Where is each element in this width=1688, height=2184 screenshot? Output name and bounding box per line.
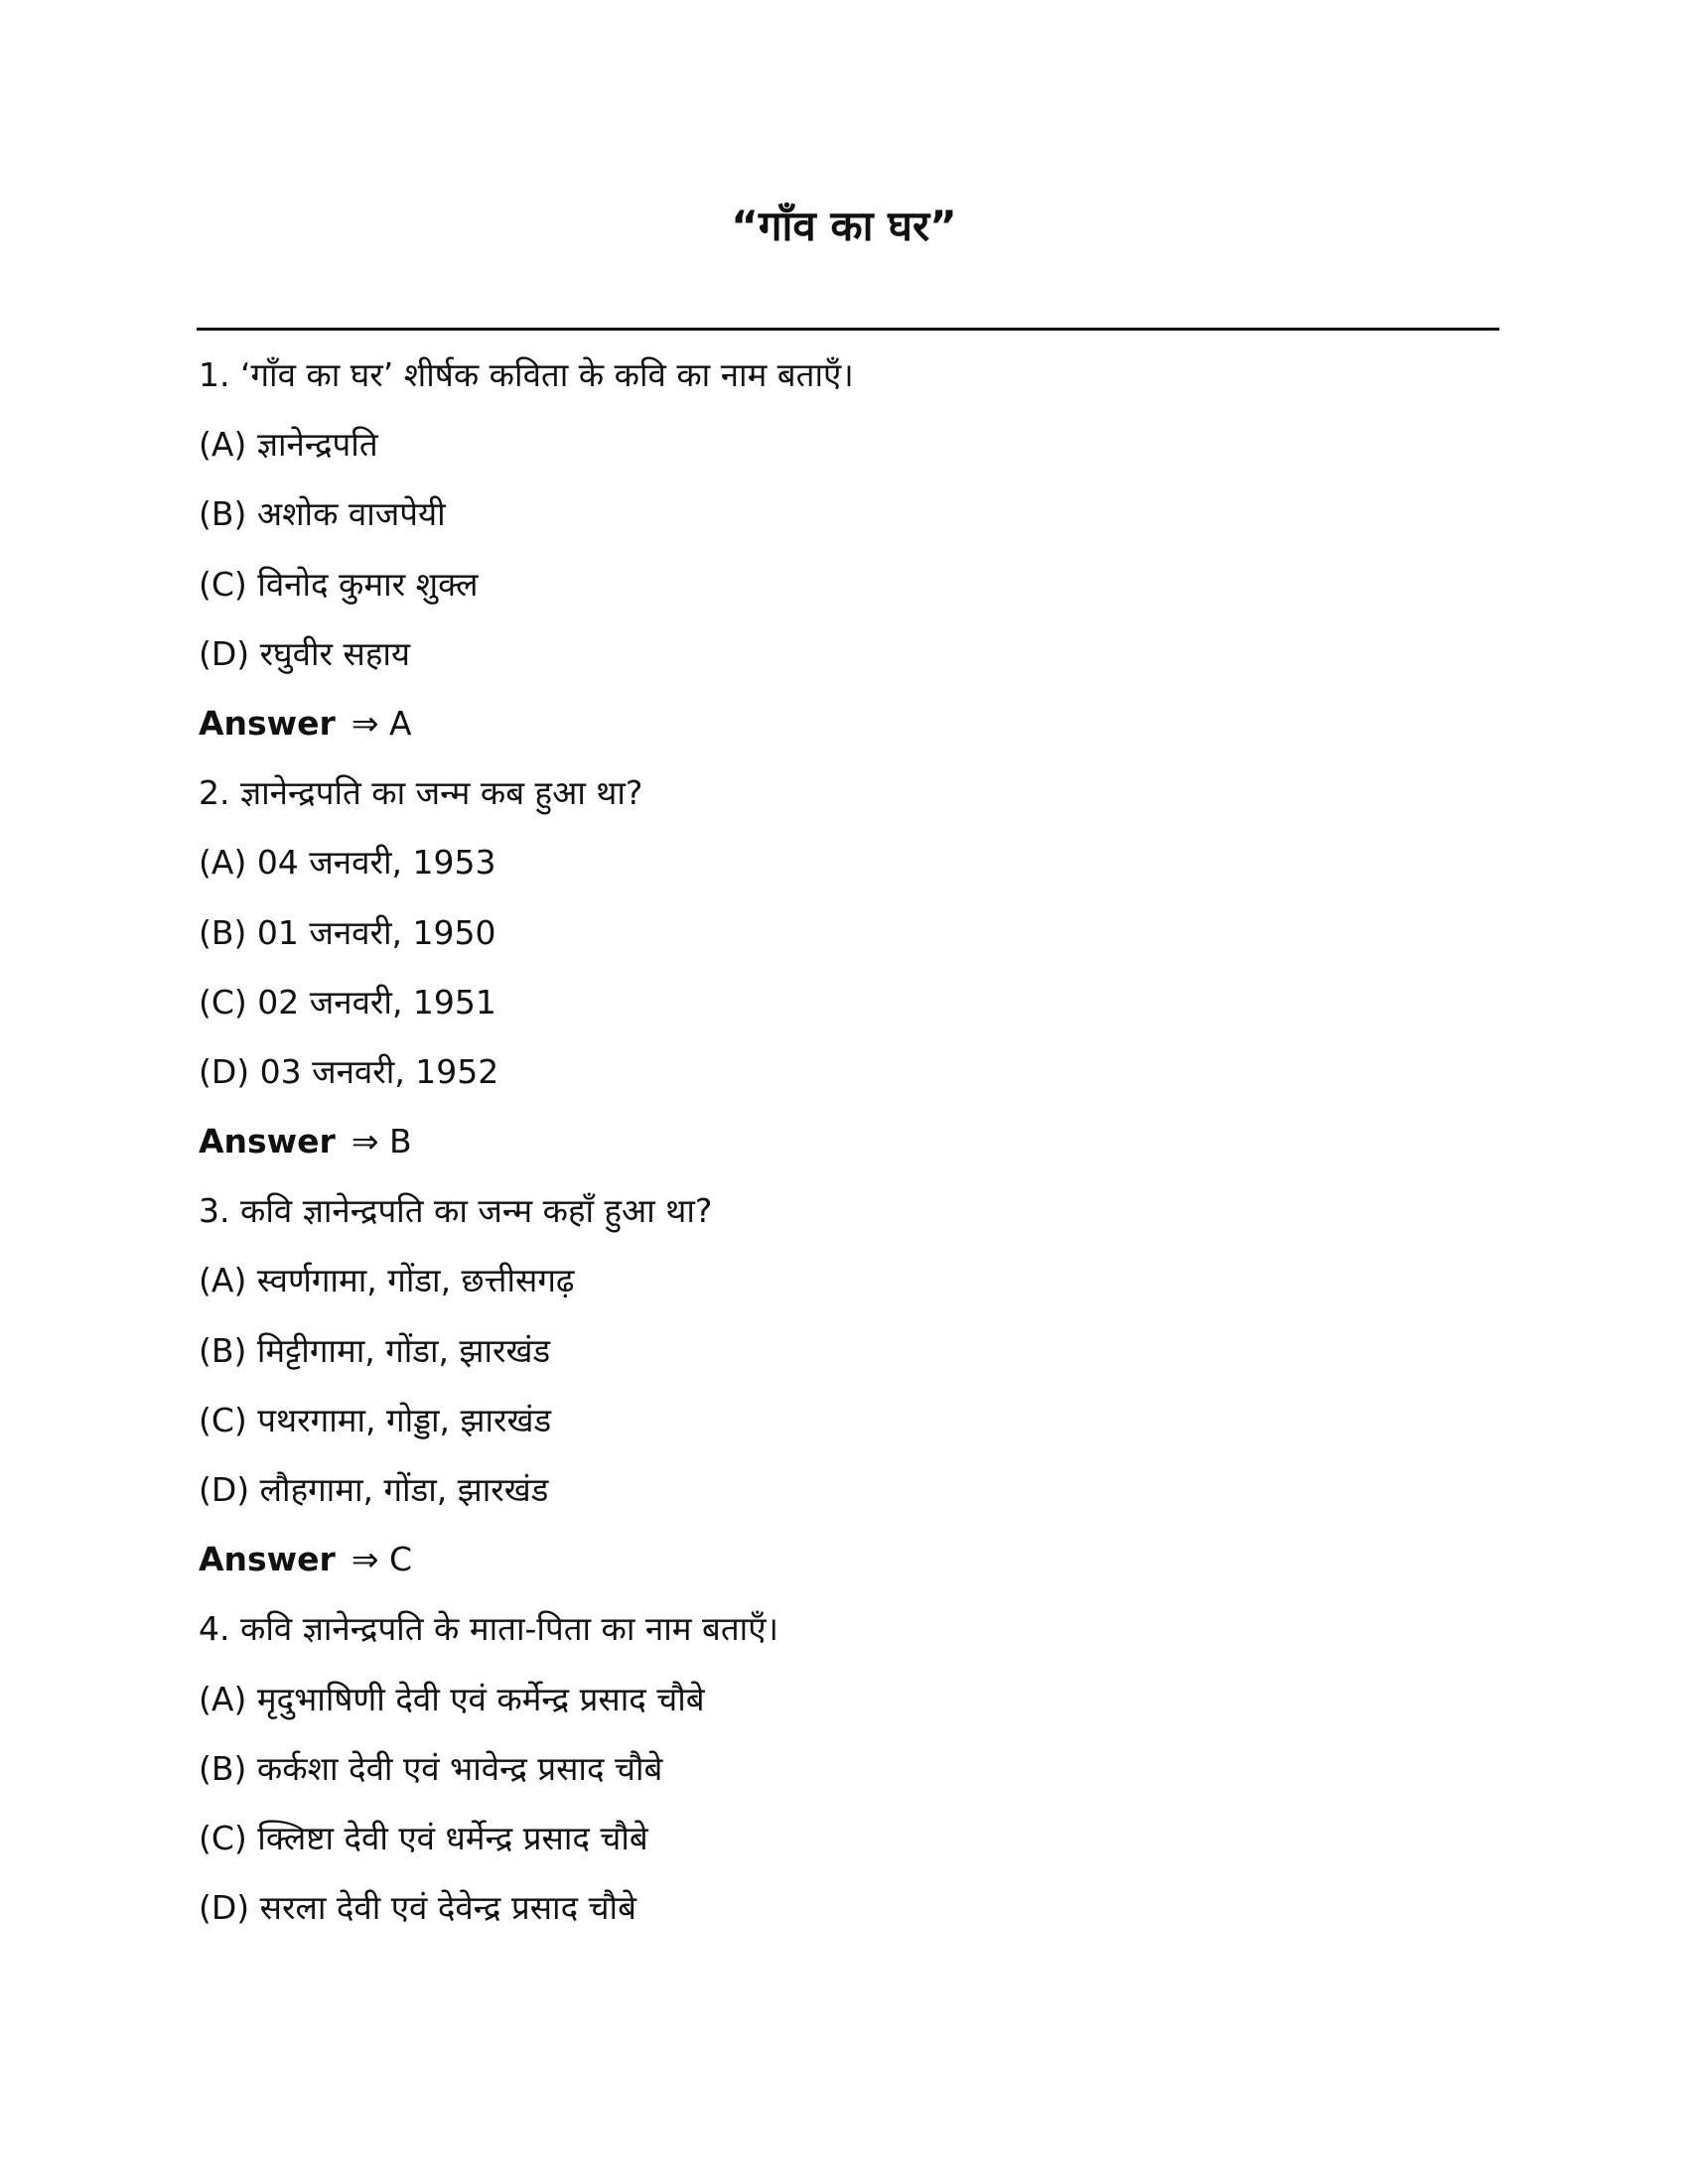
option-b: (B) कर्कशा देवी एवं भावेन्द्र प्रसाद चौबे xyxy=(199,1748,663,1788)
option-a: (A) स्वर्णगामा, गोंडा, छत्तीसगढ़ xyxy=(199,1261,575,1300)
option-d: (D) सरला देवी एवं देवेन्द्र प्रसाद चौबे xyxy=(199,1888,636,1928)
arrow-icon: ⇒ xyxy=(351,703,379,743)
option-d: (D) 03 जनवरी, 1952 xyxy=(199,1051,499,1091)
answer-value: A xyxy=(388,703,412,743)
title-divider xyxy=(197,328,1499,331)
answer-value: C xyxy=(388,1540,413,1579)
option-c: (C) विनोद कुमार शुक्ल xyxy=(199,564,479,604)
question-text: 1. ‘गाँव का घर’ शीर्षक कविता के कवि का नाम बताएँ। xyxy=(199,355,854,394)
option-d: (D) रघुवीर सहाय xyxy=(199,633,411,673)
arrow-icon: ⇒ xyxy=(351,1540,379,1579)
option-b: (B) 01 जनवरी, 1950 xyxy=(199,912,496,952)
option-a: (A) 04 जनवरी, 1953 xyxy=(199,843,496,883)
option-a: (A) ज्ञानेन्द्रपति xyxy=(199,425,378,465)
answer-label: Answer xyxy=(199,1122,336,1161)
option-c: (C) 02 जनवरी, 1951 xyxy=(199,982,496,1022)
answer-value: B xyxy=(388,1122,412,1161)
answer-label: Answer xyxy=(199,1540,336,1579)
answer-line xyxy=(199,1112,1489,1181)
question-text: 2. ज्ञानेन्द्रपति का जन्म कब हुआ था? xyxy=(199,773,643,813)
question-text: 3. कवि ज्ञानेन्द्रपति का जन्म कहाँ हुआ था? xyxy=(199,1191,713,1231)
option-a: (A) मृदुभाषिणी देवी एवं कर्मेन्द्र प्रसाद चौबे xyxy=(199,1679,705,1718)
option-c: (C) क्लिष्टा देवी एवं धर्मेन्द्र प्रसाद चौबे xyxy=(199,1818,648,1857)
question-text: 4. कवि ज्ञानेन्द्रपति के माता-पिता का नाम बताएँ। xyxy=(199,1609,778,1649)
answer-line xyxy=(199,694,1489,763)
option-c: (C) पथरगामा, गोड्डा, झारखंड xyxy=(199,1400,552,1439)
option-b: (B) मिट्टीगामा, गोंडा, झारखंड xyxy=(199,1330,551,1370)
arrow-icon: ⇒ xyxy=(351,1122,379,1161)
option-b: (B) अशोक वाजपेयी xyxy=(199,494,446,534)
answer-label: Answer xyxy=(199,703,336,743)
page-title: “गाँव का घर” xyxy=(731,202,957,250)
option-d: (D) लौहगामा, गोंडा, झारखंड xyxy=(199,1470,549,1509)
question-list xyxy=(199,345,1489,1948)
answer-line xyxy=(199,1530,1489,1599)
